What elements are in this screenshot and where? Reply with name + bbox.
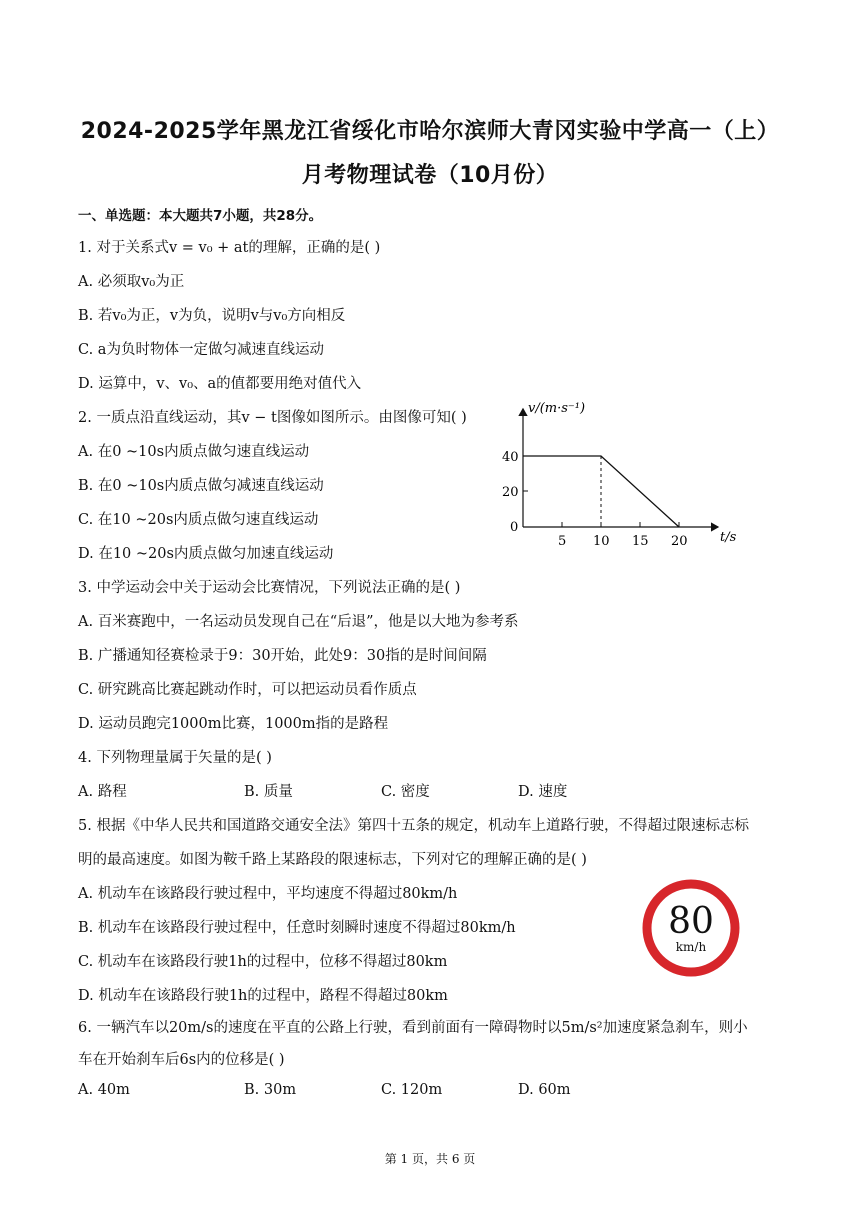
question-4-option-a: A. 路程 <box>78 784 127 800</box>
question-2-option-d: D. 在10 ~20s内质点做匀加速直线运动 <box>78 546 334 562</box>
x-tick-label-15: 15 <box>632 534 649 549</box>
speed-limit-sign <box>636 876 746 980</box>
question-1-option-c: C. a为负时物体一定做匀减速直线运动 <box>78 342 324 358</box>
question-4-stem: 4. 下列物理量属于矢量的是( ) <box>78 750 272 766</box>
title-line-2: 月考物理试卷（10月份） <box>301 163 559 188</box>
velocity-time-graph <box>490 395 750 555</box>
question-6-option-a: A. 40m <box>78 1082 130 1098</box>
graph-ylabel: v/(m·s⁻¹) <box>528 401 586 416</box>
question-5-option-d: D. 机动车在该路段行驶1h的过程中，路程不得超过80km <box>78 988 448 1004</box>
question-3-option-b: B. 广播通知径赛检录于9：30开始，此处9：30指的是时间间隔 <box>78 648 487 664</box>
question-1-option-b: B. 若v₀为正，v为负，说明v与v₀方向相反 <box>78 308 346 324</box>
question-6-stem-line-2: 车在开始刹车后6s内的位移是( ) <box>78 1052 285 1068</box>
speed-limit-number: 80 <box>668 901 714 942</box>
speed-limit-unit: km/h <box>675 940 707 954</box>
question-1-option-a: A. 必须取v₀为正 <box>78 274 185 290</box>
question-1-option-d: D. 运算中，v、v₀、a的值都要用绝对值代入 <box>78 376 362 392</box>
question-5-option-b: B. 机动车在该路段行驶过程中，任意时刻瞬时速度不得超过80km/h <box>78 920 516 936</box>
question-4-option-c: C. 密度 <box>381 784 430 800</box>
y-tick-label-0: 0 <box>510 520 519 535</box>
question-6-stem-line-1: 6. 一辆汽车以20m/s的速度在平直的公路上行驶，看到前面有一障碍物时以5m/s²加速度紧急刹车，则小 <box>78 1020 748 1036</box>
question-3-option-d: D. 运动员跑完1000m比赛，1000m指的是路程 <box>78 716 389 732</box>
title-line-1: 2024-2025学年黑龙江省绥化市哈尔滨师大青冈实验中学高一（上） <box>80 119 780 144</box>
question-3-option-c: C. 研究跳高比赛起跳动作时，可以把运动员看作质点 <box>78 682 417 698</box>
question-4-option-b: B. 质量 <box>244 784 293 800</box>
question-6-option-b: B. 30m <box>244 1082 297 1098</box>
question-5-stem-line-2: 明的最高速度。如图为鞍千路上某路段的限速标志，下列对它的理解正确的是( ) <box>78 852 587 868</box>
question-6-option-d: D. 60m <box>518 1082 571 1098</box>
y-tick-label-20: 20 <box>502 485 519 500</box>
y-tick-label-40: 40 <box>502 450 519 465</box>
question-6-option-c: C. 120m <box>381 1082 443 1098</box>
x-tick-label-20: 20 <box>671 534 688 549</box>
x-tick-label-10: 10 <box>593 534 610 549</box>
question-2-option-c: C. 在10 ~20s内质点做匀速直线运动 <box>78 512 319 528</box>
question-2-option-b: B. 在0 ~10s内质点做匀减速直线运动 <box>78 478 324 494</box>
question-5-option-c: C. 机动车在该路段行驶1h的过程中，位移不得超过80km <box>78 954 448 970</box>
question-4-option-d: D. 速度 <box>518 784 568 800</box>
question-3-stem: 3. 中学运动会中关于运动会比赛情况，下列说法正确的是( ) <box>78 580 461 596</box>
x-tick-label-5: 5 <box>558 534 567 549</box>
question-1-stem: 1. 对于关系式v = v₀ + at的理解，正确的是( ) <box>78 240 381 256</box>
graph-xlabel: t/s <box>720 530 737 545</box>
question-2-stem: 2. 一质点沿直线运动，其v − t图像如图所示。由图像可知( ) <box>78 410 467 426</box>
question-5-stem-line-1: 5. 根据《中华人民共和国道路交通安全法》第四十五条的规定，机动车上道路行驶，不得超过限速标志标 <box>78 818 749 834</box>
question-5-option-a: A. 机动车在该路段行驶过程中，平均速度不得超过80km/h <box>78 886 458 902</box>
question-2-option-a: A. 在0 ~10s内质点做匀速直线运动 <box>78 444 310 460</box>
page-footer: 第 1 页，共 6 页 <box>384 1152 476 1166</box>
section-heading: 一、单选题：本大题共7小题，共28分。 <box>78 208 323 224</box>
question-3-option-a: A. 百米赛跑中，一名运动员发现自己在“后退”，他是以大地为参考系 <box>78 614 519 630</box>
